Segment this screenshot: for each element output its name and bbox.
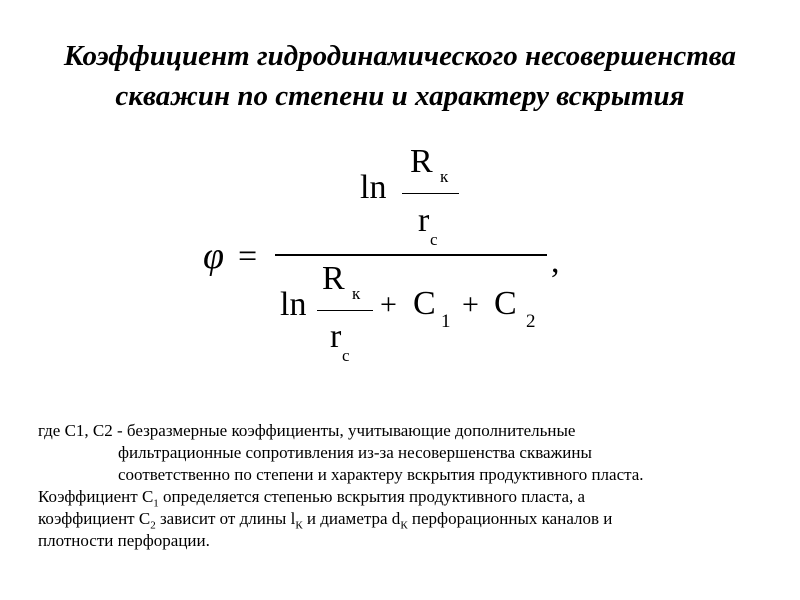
denominator-C1: C xyxy=(413,285,436,322)
numerator-inner-fraction-bar xyxy=(402,193,459,194)
denominator-plus-2: + xyxy=(462,288,479,321)
numerator-r: r xyxy=(418,202,430,239)
notes-line-5 xyxy=(38,508,778,530)
denominator-C2-subscript: 2 xyxy=(526,311,536,332)
denominator-ln: ln xyxy=(280,286,307,323)
notes-line-5-b: зависит от длины l xyxy=(155,509,296,528)
denominator-plus-1: + xyxy=(380,288,397,321)
notes-line-5-c: и диаметра d xyxy=(302,509,401,528)
denominator-R-subscript: к xyxy=(352,284,361,303)
denominator-R: R xyxy=(322,260,345,297)
notes-line-5-d: перфорационных каналов и xyxy=(407,509,613,528)
explanation-text xyxy=(38,420,778,552)
formula-comma: , xyxy=(551,243,560,280)
notes-line-1: где С1, С2 - безразмерные коэффициенты, учитывающие дополнительные xyxy=(38,421,576,440)
title-line-2: скважин по степени и характеру вскрытия xyxy=(115,80,685,112)
notes-line-5-subscript-3: К xyxy=(400,519,408,532)
notes-line-5-subscript: 2 xyxy=(150,519,156,532)
numerator-ln: ln xyxy=(360,169,387,206)
denominator-C2: C xyxy=(494,285,517,322)
formula-equals: = xyxy=(238,238,258,275)
denominator-r-subscript: c xyxy=(342,346,350,365)
notes-line-4-a: Коэффициент С xyxy=(38,487,154,506)
notes-line-6: плотности перфорации. xyxy=(38,531,210,550)
title-line-1: Коэффициент гидродинамического несовершенства xyxy=(63,40,737,72)
notes-line-2: фильтрационные сопротивления из-за несовершенства скважины xyxy=(118,443,592,462)
denominator-C1-subscript: 1 xyxy=(441,311,451,332)
notes-line-5-subscript-2: К xyxy=(295,519,303,532)
numerator-R: R xyxy=(410,143,433,180)
formula-phi: φ xyxy=(203,235,225,277)
notes-line-4-subscript: 1 xyxy=(153,497,159,510)
notes-line-4-b: определяется степенью вскрытия продуктивного пласта, а xyxy=(158,487,586,506)
numerator-r-subscript: c xyxy=(430,230,438,249)
notes-line-4 xyxy=(38,486,778,508)
denominator-r: r xyxy=(330,318,342,355)
notes-line-3: соответственно по степени и характеру вскрытия продуктивного пласта. xyxy=(118,465,644,484)
notes-line-5-a: коэффициент С xyxy=(38,509,151,528)
main-fraction-bar xyxy=(275,254,547,256)
denominator-inner-fraction-bar xyxy=(317,310,373,311)
numerator-R-subscript: к xyxy=(440,167,449,186)
